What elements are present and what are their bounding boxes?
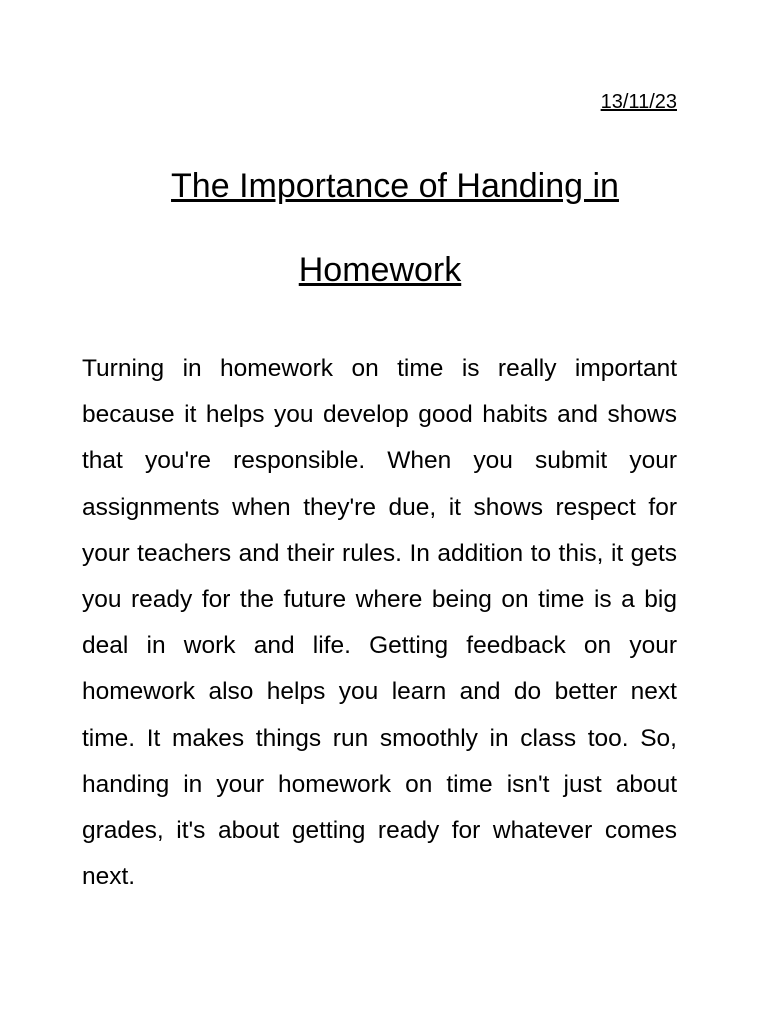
title-line-2: Homework [298,251,462,289]
body-paragraph: Turning in homework on time is really important because it helps you develop good habits and shows that you're responsible. When you submit your assignments when they're due, it shows respect for your teachers and their rules. In addition to this, it gets you ready for the future where being on time is a big deal in work and life. Getting feedback on your homework also helps you learn and do better next time. It makes things run smoothly in class too. So, handing in your homework on time isn't just about grades, it's about getting ready for whatever comes next. [82,355,677,891]
title-line-1: The Importance of Handing in [171,167,619,205]
date: 13/11/23 [600,91,677,113]
